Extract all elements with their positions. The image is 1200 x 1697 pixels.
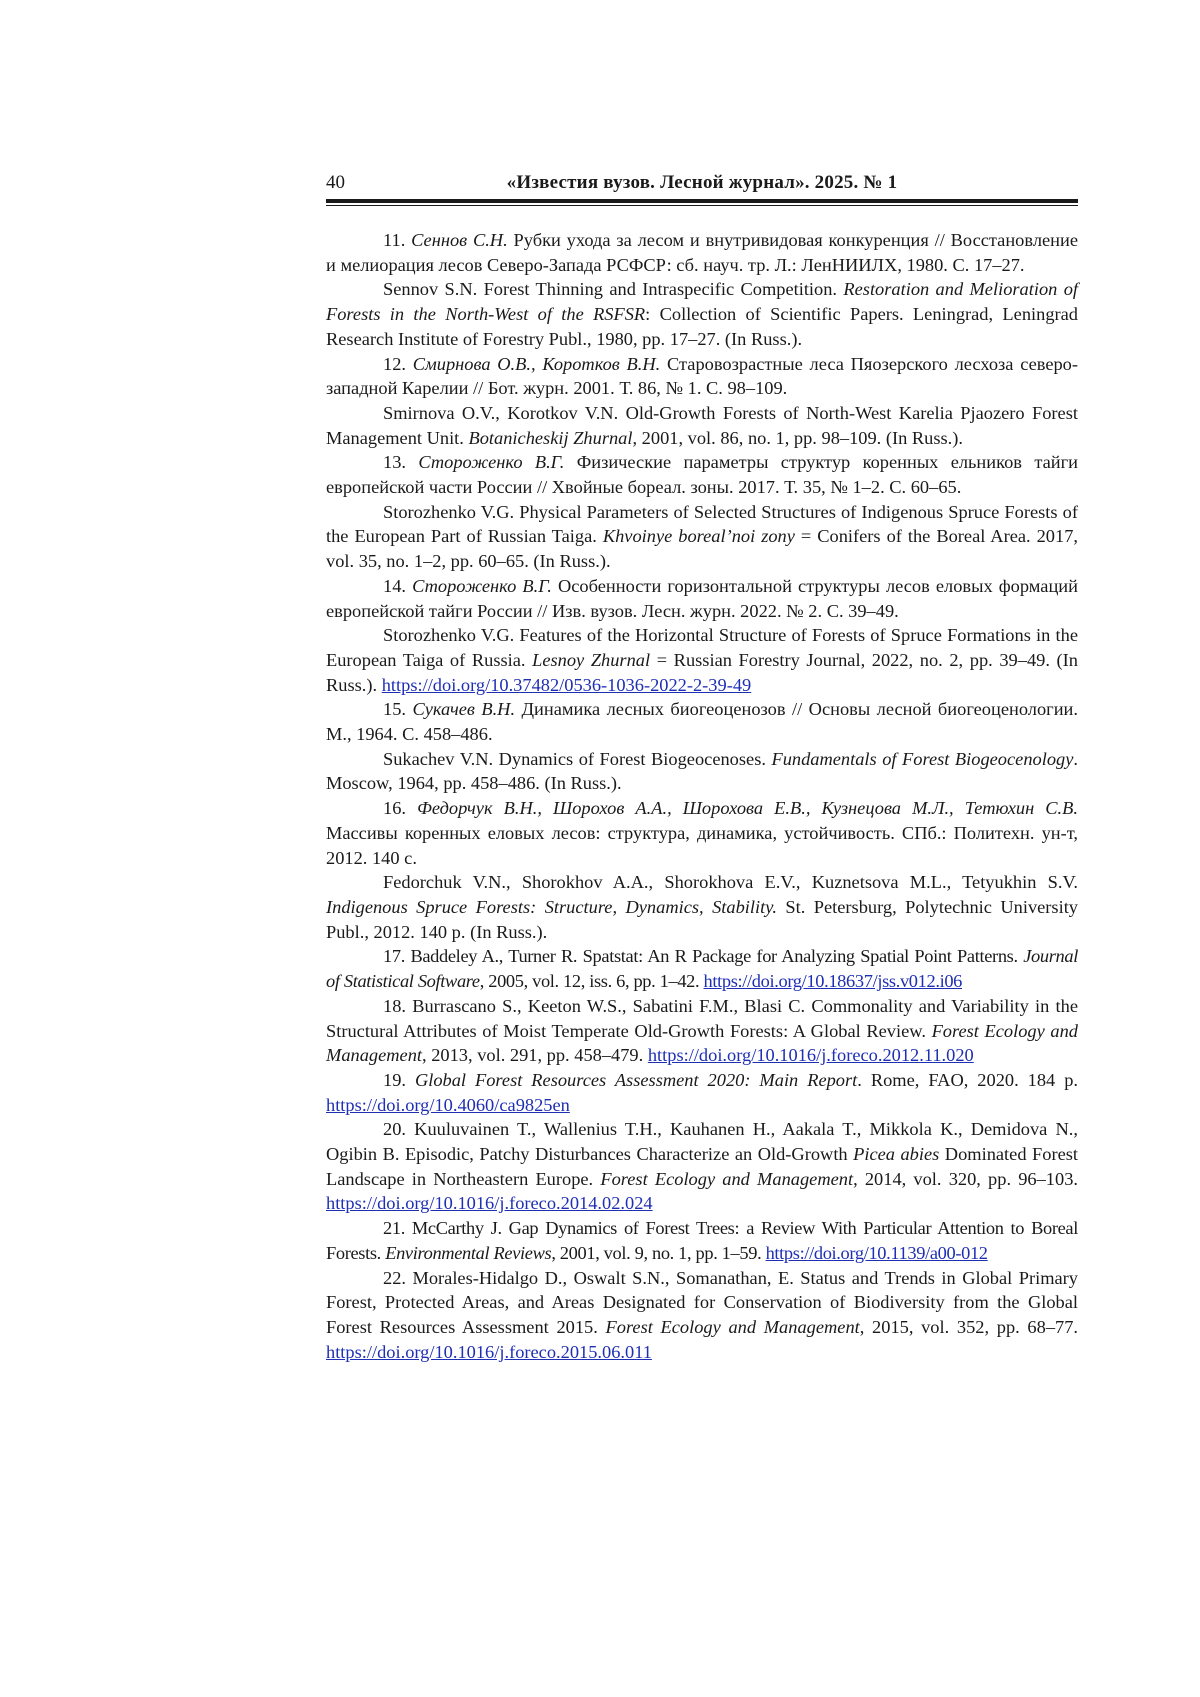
italic-text: Lesnoy Zhurnal — [532, 649, 651, 670]
reference-ref-13-en — [326, 500, 1078, 574]
header-rule-thick — [326, 199, 1078, 203]
reference-text: 22. Morales-Hidalgo D., Oswalt S.N., Somanathan, E. Status and Trends in Global Primary Forest, Protected Areas, and Areas Designated for Conservation of Biodiversity from the Global Forest Resources Assessment 2015. — [326, 1267, 1078, 1337]
reference-text: , 2005, vol. 12, iss. 6, pp. 1–42. — [479, 971, 704, 992]
doi-link[interactable]: https://doi.org/10.1139/a00-012 — [765, 1242, 988, 1263]
header-rule-thin — [326, 205, 1078, 206]
reference-ref-12-en — [326, 401, 1078, 450]
reference-text: , 2015, vol. 352, pp. 68–77. — [859, 1316, 1079, 1337]
doi-link[interactable]: https://doi.org/10.1016/j.foreco.2012.11.020 — [647, 1045, 974, 1066]
reference-text: Старовозрастные леса Пяозерского лесхоза северо-западной Карелии // Бот. журн. 2001. Т. 86, № 1. С. 98–109. — [326, 353, 1078, 399]
italic-text: Fundamentals of Forest Biogeocenology — [771, 748, 1074, 769]
reference-text: : Collection of Scientific Papers. Leningrad, Leningrad Research Institute of Forestry Publ., 1980, pp. 17–27. (In Russ.). — [326, 304, 1078, 349]
reference-text: Особенности горизонтальной структуры лесов еловых формаций европейской тайги России // Изв. вузов. Лесн. журн. 2022. № 2. С. 39–49. — [326, 575, 1078, 621]
reference-text: 15. — [383, 699, 413, 720]
reference-text: Dominated Forest Landscape in Northeastern Europe. — [326, 1144, 1079, 1189]
reference-text: Fedorchuk V.N., Shorokhov A.A., Shorokhova E.V., Kuznetsova M.L., Tetyukhin S.V. — [383, 872, 1078, 893]
italic-text: Indigenous Spruce Forests: Structure, Dynamics, Stability. — [326, 896, 777, 917]
italic-text: Стороженко В.Г. — [418, 452, 565, 473]
italic-text: Picea abies — [853, 1144, 940, 1165]
reference-text: 19. — [383, 1069, 415, 1090]
reference-text: = Russian Forestry Journal, 2022, no. 2, pp. 39–49. (In Russ.). — [326, 649, 1078, 695]
italic-text: Сеннов С.Н. — [411, 230, 508, 250]
reference-text: . Rome, FAO, 2020. 184 p. — [857, 1069, 1078, 1090]
reference-text: Storozhenko V.G. Physical Parameters of Selected Structures of Indigenous Spruce Forests of the European Part of Russian Taiga. — [326, 501, 1078, 547]
italic-text: Стороженко В.Г. — [412, 575, 552, 596]
italic-text: Forest Ecology and Management — [605, 1316, 860, 1337]
italic-text: Сукачев В.Н. — [412, 699, 516, 720]
italic-text: Khvoinye boreal’noi zony — [602, 526, 795, 547]
reference-text: St. Petersburg, Polytechnic University Publ., 2012. 140 p. (In Russ.). — [326, 896, 1078, 942]
reference-text: Рубки ухода за лесом и внутривидовая конкуренция // Восстановление и мелиорация лесов Северо-Запада РСФСР: сб. науч. тр. Л.: ЛенНИИЛХ, 1980. С. 17–27. — [326, 230, 1079, 275]
reference-ref-13-ru — [326, 450, 1078, 499]
reference-text: Динамика лесных биогеоценозов // Основы лесной биогеоценологии. М., 1964. С. 458–486. — [326, 699, 1078, 745]
italic-text: Environmental Reviews — [385, 1242, 552, 1263]
italic-text: Global Forest Resources Assessment 2020: Main Report — [414, 1069, 858, 1090]
reference-text: . Moscow, 1964, pp. 458–486. (In Russ.). — [326, 748, 1078, 794]
italic-text: Journal of Statistical Software — [326, 946, 1078, 992]
reference-text: 17. Baddeley A., Turner R. Spatstat: An R Package for Analyzing Spatial Point Patterns. — [383, 946, 1024, 967]
reference-ref-17 — [326, 944, 1078, 993]
reference-ref-12-ru — [326, 352, 1078, 401]
reference-ref-11-en — [326, 277, 1078, 351]
reference-ref-20 — [326, 1117, 1078, 1216]
reference-text: Массивы коренных еловых лесов: структура, динамика, устойчивость. СПб.: Политехн. ун-т, 2012. 140 с. — [326, 822, 1078, 868]
reference-ref-11-ru — [326, 228, 1078, 277]
reference-text: 12. — [383, 353, 413, 374]
page-number: 40 — [326, 172, 345, 193]
reference-text: , 2001, vol. 86, no. 1, pp. 98–109. (In Russ.). — [632, 427, 964, 448]
doi-link[interactable]: https://doi.org/10.18637/jss.v012.i06 — [703, 971, 963, 992]
reference-text: Smirnova O.V., Korotkov V.N. Old-Growth Forests of North-West Karelia Pjaozero Forest Management Unit. — [326, 402, 1078, 448]
reference-text: , 2014, vol. 320, pp. 96–103. — [853, 1168, 1078, 1189]
running-header — [326, 170, 1078, 200]
reference-ref-16-en — [326, 870, 1078, 944]
reference-ref-19 — [326, 1068, 1078, 1117]
reference-text: Физические параметры структур коренных ельников тайги европейской части России // Хвойные бореал. зоны. 2017. Т. 35, № 1–2. С. 60–65. — [326, 452, 1078, 498]
doi-link[interactable]: https://doi.org/10.37482/0536-1036-2022-2-39-49 — [381, 674, 752, 695]
doi-link[interactable]: https://doi.org/10.1016/j.foreco.2014.02.024 — [326, 1193, 653, 1214]
reference-ref-15-ru — [326, 697, 1078, 746]
reference-text: 20. Kuuluvainen T., Wallenius T.H., Kauhanen H., Aakala T., Mikkola K., Demidova N., Ogibin B. Episodic, Patchy Disturbances Characterize an Old-Growth — [326, 1119, 1078, 1165]
reference-text: Sennov S.N. Forest Thinning and Intraspecific Competition. — [383, 279, 844, 300]
reference-text: 21. McCarthy J. Gap Dynamics of Forest Trees: a Review With Particular Attention to Boreal Forests. — [326, 1218, 1078, 1263]
italic-text: Restoration and Melioration of Forests in the North-West of the RSFSR — [326, 279, 1078, 325]
journal-title: «Известия вузов. Лесной журнал». 2025. № 1 — [506, 172, 898, 193]
reference-text: Sukachev V.N. Dynamics of Forest Biogeocenoses. — [383, 748, 772, 769]
italic-text: Федорчук В.Н., Шорохов А.А., Шорохова Е.В., Кузнецова М.Л., Тетюхин С.В. — [417, 798, 1078, 819]
reference-ref-22 — [326, 1266, 1078, 1365]
reference-text: , 2013, vol. 291, pp. 458–479. — [422, 1045, 648, 1066]
reference-text: , 2001, vol. 9, no. 1, pp. 1–59. — [551, 1242, 766, 1263]
italic-text: Botanicheskij Zhurnal — [468, 427, 633, 448]
reference-text: = Conifers of the Boreal Area. 2017, vol. 35, no. 1–2, pp. 60–65. (In Russ.). — [326, 526, 1078, 572]
reference-ref-18 — [326, 994, 1078, 1068]
reference-text: Storozhenko V.G. Features of the Horizontal Structure of Forests of Spruce Formations in the European Taiga of Russia. — [326, 625, 1078, 670]
doi-link[interactable]: https://doi.org/10.4060/ca9825en — [326, 1094, 570, 1115]
italic-text: Forest Ecology and Management — [326, 1020, 1078, 1066]
reference-list — [326, 228, 1078, 1364]
reference-text: 18. Burrascano S., Keeton W.S., Sabatini F.M., Blasi C. Commonality and Variability in the Structural Attributes of Moist Temperate Old-Growth Forests: A Global Review. — [326, 995, 1078, 1041]
reference-text: 14. — [383, 575, 413, 596]
reference-ref-21 — [326, 1216, 1078, 1265]
doi-link[interactable]: https://doi.org/10.1016/j.foreco.2015.06.011 — [326, 1341, 652, 1362]
reference-ref-15-en — [326, 747, 1078, 796]
reference-ref-14-ru — [326, 574, 1078, 623]
reference-ref-14-en — [326, 623, 1078, 697]
reference-text: 13. — [383, 452, 419, 473]
italic-text: Смирнова О.В., Коротков В.Н. — [412, 353, 661, 374]
italic-text: Forest Ecology and Management — [600, 1168, 854, 1189]
reference-ref-16-ru — [326, 796, 1078, 870]
reference-text: 16. — [383, 798, 418, 819]
reference-text: 11. — [383, 230, 412, 250]
